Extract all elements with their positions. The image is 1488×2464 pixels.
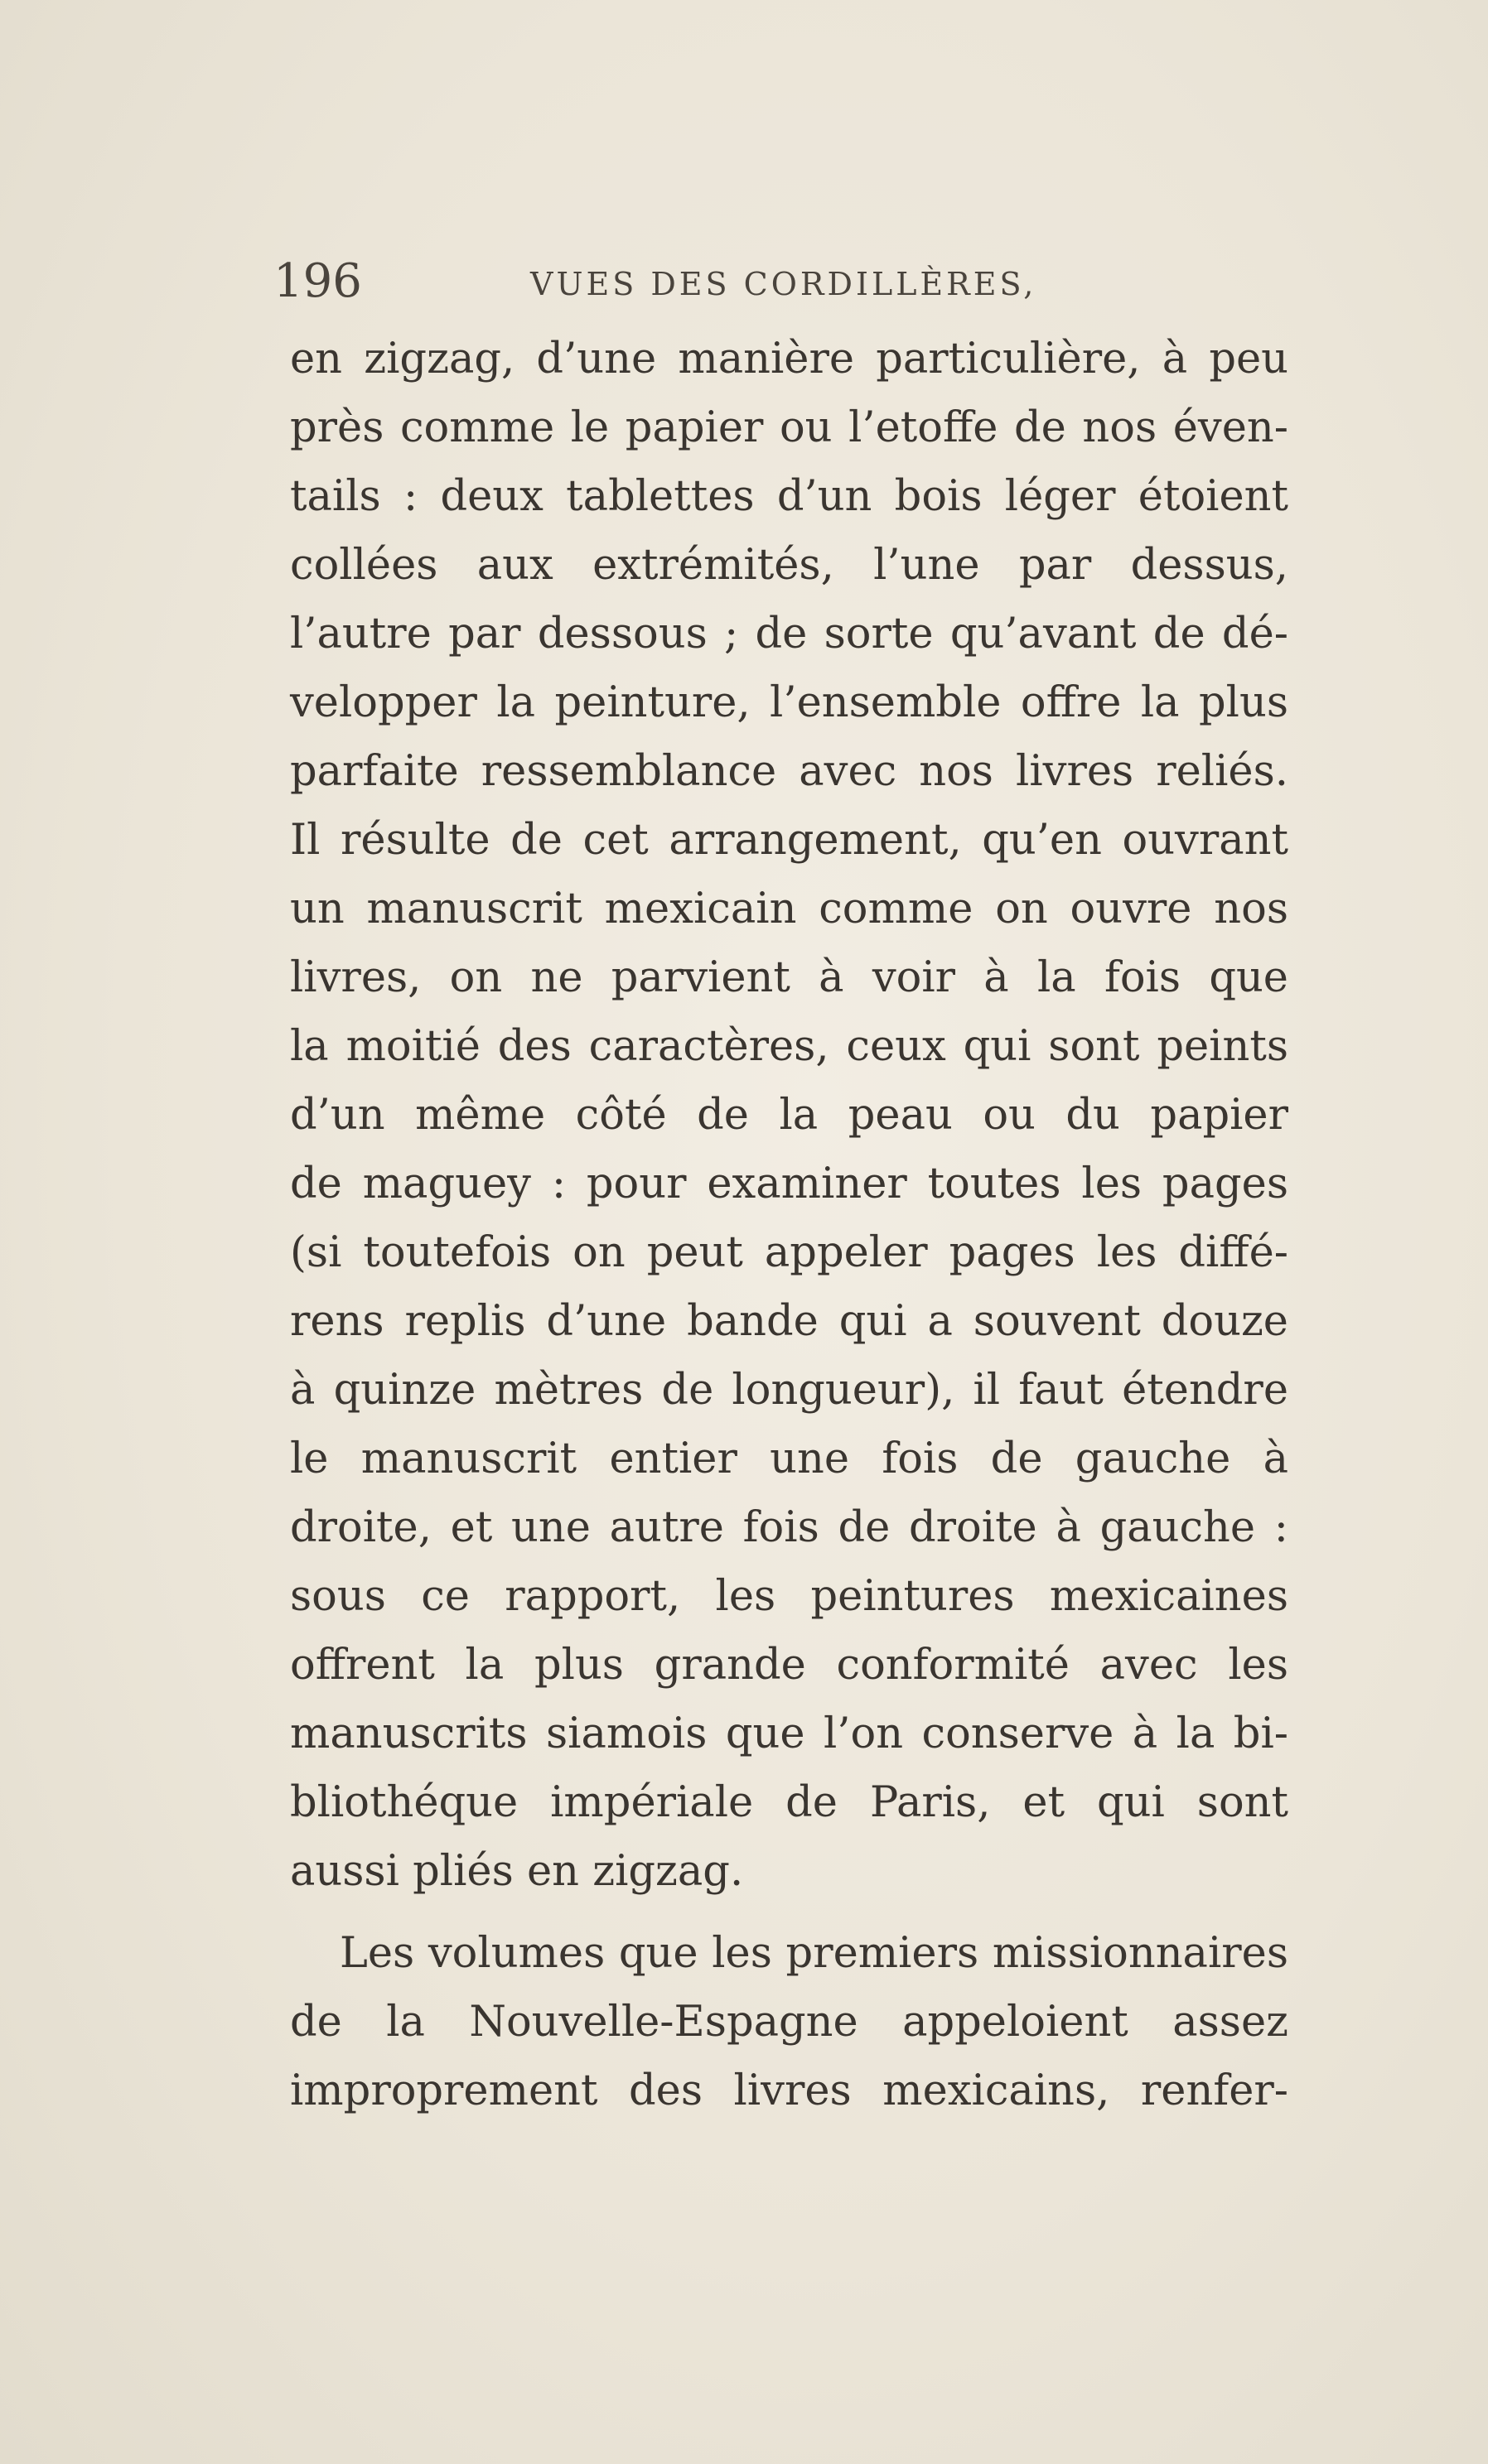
text-line: à quinze mètres de longueur), il faut étendre	[290, 1366, 1288, 1415]
text-line: manuscrits siamois que l’on conserve à la bi-	[290, 1709, 1288, 1758]
running-title: VUES DES CORDILLÈRES,	[530, 266, 1037, 302]
text-line: tails : deux tablettes d’un bois léger étoient	[290, 472, 1288, 521]
text-line: d’un même côté de la peau ou du papier	[290, 1091, 1288, 1140]
text-line: offrent la plus grande conformité avec les	[290, 1641, 1288, 1690]
text-line: un manuscrit mexicain comme on ouvre nos	[290, 885, 1288, 933]
text-line: sous ce rapport, les peintures mexicaines	[290, 1572, 1288, 1621]
text-line: improprement des livres mexicains, renfer-	[290, 2066, 1288, 2115]
text-line: Les volumes que les premiers missionnaires	[340, 1929, 1288, 1978]
text-line: bliothéque impériale de Paris, et qui sont	[290, 1778, 1288, 1827]
text-line: la moitié des caractères, ceux qui sont peints	[290, 1022, 1288, 1071]
text-line: droite, et une autre fois de droite à gauche :	[290, 1503, 1288, 1552]
body-text	[290, 325, 1288, 2125]
text-line: près comme le papier ou l’etoffe de nos éven-	[290, 403, 1288, 452]
text-line: de maguey : pour examiner toutes les pages	[290, 1160, 1288, 1208]
text-line: parfaite ressemblance avec nos livres reliés.	[290, 747, 1288, 796]
text-line: velopper la peinture, l’ensemble offre la plus	[290, 678, 1288, 727]
text-line: de la Nouvelle-Espagne appeloient assez	[290, 1998, 1288, 2047]
text-line: Il résulte de cet arrangement, qu’en ouvrant	[290, 816, 1288, 865]
paragraph-gap	[290, 1906, 1288, 1919]
text-line: livres, on ne parvient à voir à la fois que	[290, 953, 1288, 1002]
text-line: le manuscrit entier une fois de gauche à	[290, 1435, 1288, 1483]
page-number: 196	[273, 254, 362, 308]
text-line: (si toutefois on peut appeler pages les diffé-	[290, 1228, 1288, 1277]
page-header	[273, 248, 1102, 315]
text-line: collées aux extrémités, l’une par dessus,	[290, 541, 1288, 590]
text-line: l’autre par dessous ; de sorte qu’avant de dé-	[290, 610, 1288, 658]
text-line: en zigzag, d’une manière particulière, à peu	[290, 335, 1288, 383]
text-line: rens replis d’une bande qui a souvent douze	[290, 1297, 1288, 1346]
text-line: aussi pliés en zigzag.	[290, 1847, 744, 1896]
